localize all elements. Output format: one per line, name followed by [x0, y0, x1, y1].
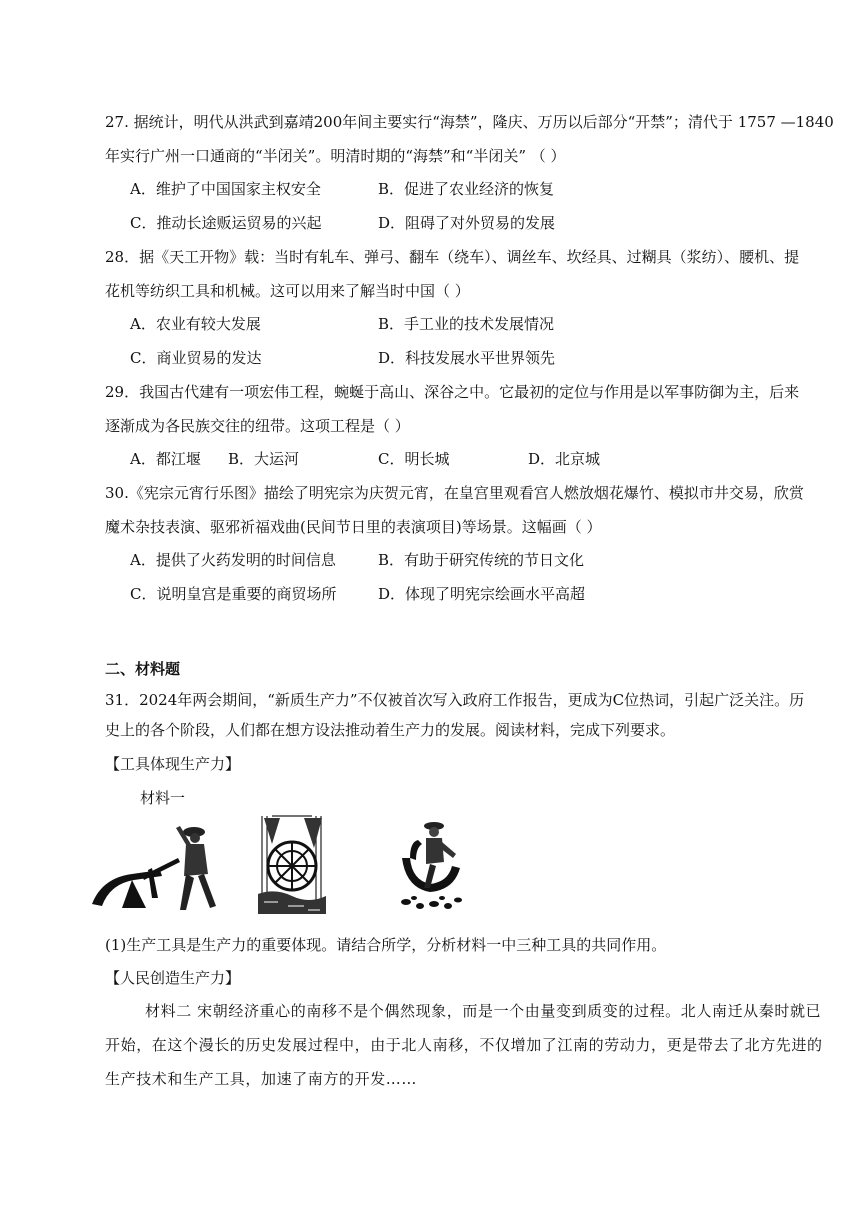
q29-stem-line-1: 29．我国古代建有一项宏伟工程，蜿蜒于高山、深谷之中。它最初的定位与作用是以军事防御为主，后来: [105, 383, 800, 401]
q27-stem-line-2: 年实行广州一口通商的“半闭关”。明清时期的“海禁”和“半闭关” （ ）: [105, 147, 566, 165]
q31-heading-tools: 【工具体现生产力】: [105, 755, 241, 773]
q31-stem-line-1: 31．2024年两会期间，“新质生产力”不仅被首次写入政府工作报告，更成为C位热词，引起广泛关注。历: [105, 691, 805, 709]
q30-option-c[interactable]: C．说明皇宫是重要的商贸场所: [130, 585, 337, 603]
q28-stem-line-1: 28．据《天工开物》载：当时有轧车、弹弓、翻车（绕车）、调丝车、坎经具、过糊具（浆纺）、腰机、提: [105, 248, 800, 266]
q31-heading-people: 【人民创造生产力】: [105, 969, 241, 987]
q31-material-one-label: 材料一: [140, 789, 186, 807]
q29-option-c[interactable]: C．明长城: [378, 450, 450, 468]
q27-option-b[interactable]: B．促进了农业经济的恢复: [378, 180, 555, 198]
q27-stem-line-1: 27. 据统计，明代从洪武到嘉靖200年间主要实行“海禁”，隆庆、万历以后部分“开禁”；清代于 1757 —1840: [105, 113, 834, 131]
q28-option-c[interactable]: C．商业贸易的发达: [130, 349, 262, 367]
q31-material-two-line-2: 开始，在这个漫长的历史发展过程中，由于北人南移，不仅增加了江南的劳动力，更是带去了北方先进的: [105, 1036, 823, 1054]
q27-option-c[interactable]: C．推动长途贩运贸易的兴起: [130, 214, 322, 232]
q31-stem-line-2: 史上的各个阶段，人们都在想方设法推动着生产力的发展。阅读材料，完成下列要求。: [105, 721, 676, 739]
q29-option-b[interactable]: B．大运河: [228, 450, 300, 468]
q27-option-a[interactable]: A．维护了中国国家主权安全: [130, 180, 321, 198]
q31-sub-question-1: (1)生产工具是生产力的重要体现。请结合所学，分析材料一中三种工具的共同作用。: [105, 936, 667, 954]
q29-stem-line-2: 逐渐成为各民族交往的纽带。这项工程是（ ）: [105, 417, 410, 435]
q29-option-d[interactable]: D．北京城: [528, 450, 601, 468]
q30-option-d[interactable]: D．体现了明宪宗绘画水平高超: [378, 585, 586, 603]
q29-option-a[interactable]: A．都江堰: [130, 450, 201, 468]
plough-farmer-image: [82, 818, 232, 918]
q31-material-two-line-1: 材料二 宋朝经济重心的南移不是个偶然现象，而是一个由量变到质变的过程。北人南迁从秦时就已: [145, 1002, 822, 1020]
q30-option-a[interactable]: A．提供了火药发明的时间信息: [130, 551, 336, 569]
q27-option-d[interactable]: D．阻碍了对外贸易的发展: [378, 214, 556, 232]
q30-stem-line-2: 魔术杂技表演、驱邪祈福戏曲(民间节日里的表演项目)等场景。这幅画（ ）: [105, 518, 602, 536]
q30-option-b[interactable]: B．有助于研究传统的节日文化: [378, 551, 585, 569]
q28-option-d[interactable]: D．科技发展水平世界领先: [378, 349, 556, 367]
seed-drill-worker-image: [396, 818, 466, 914]
q28-stem-line-2: 花机等纺织工具和机械。这可以用来了解当时中国（ ）: [105, 282, 470, 300]
q31-material-two-line-3: 生产技术和生产工具，加速了南方的开发……: [105, 1070, 418, 1088]
q28-option-a[interactable]: A．农业有较大发展: [130, 315, 261, 333]
water-wheel-image: [258, 814, 326, 914]
q30-stem-line-1: 30.《宪宗元宵行乐图》描绘了明宪宗为庆贺元宵，在皇宫里观看宫人燃放烟花爆竹、模拟市井交易，欣赏: [105, 484, 804, 502]
q28-option-b[interactable]: B．手工业的技术发展情况: [378, 315, 555, 333]
section-title-materials: 二、材料题: [105, 660, 181, 678]
